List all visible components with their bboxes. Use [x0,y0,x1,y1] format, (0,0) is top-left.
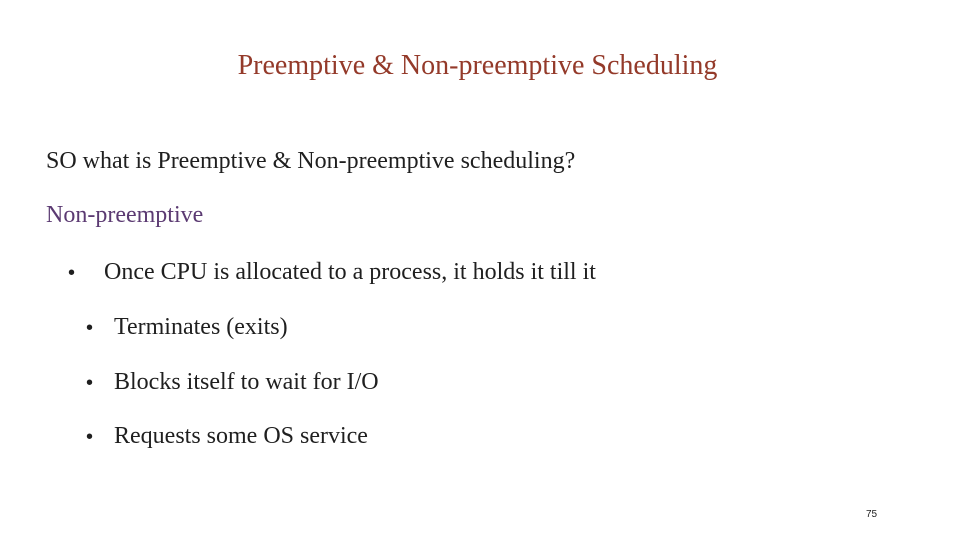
section-heading: Non-preemptive [46,202,204,228]
main-bullet-item [68,256,596,289]
bullet-icon: • [68,262,76,284]
bullet-icon: • [86,426,94,448]
sub-bullet-item [86,366,379,399]
sub-bullet-item [86,420,368,453]
sub-bullet-item [86,311,288,344]
sub-bullet-text: Blocks itself to wait for I/O [114,369,379,395]
bullet-icon: • [86,372,94,394]
slide-title: Preemptive & Non-preemptive Scheduling [237,50,718,81]
sub-bullet-text: Requests some OS service [114,423,368,449]
main-bullet-text: Once CPU is allocated to a process, it holds it till it [104,259,596,285]
sub-bullet-text: Terminates (exits) [114,314,288,340]
question-text: SO what is Preemptive & Non-preemptive scheduling? [46,148,576,174]
bullet-icon: • [86,317,94,339]
page-number: 75 [866,509,878,520]
